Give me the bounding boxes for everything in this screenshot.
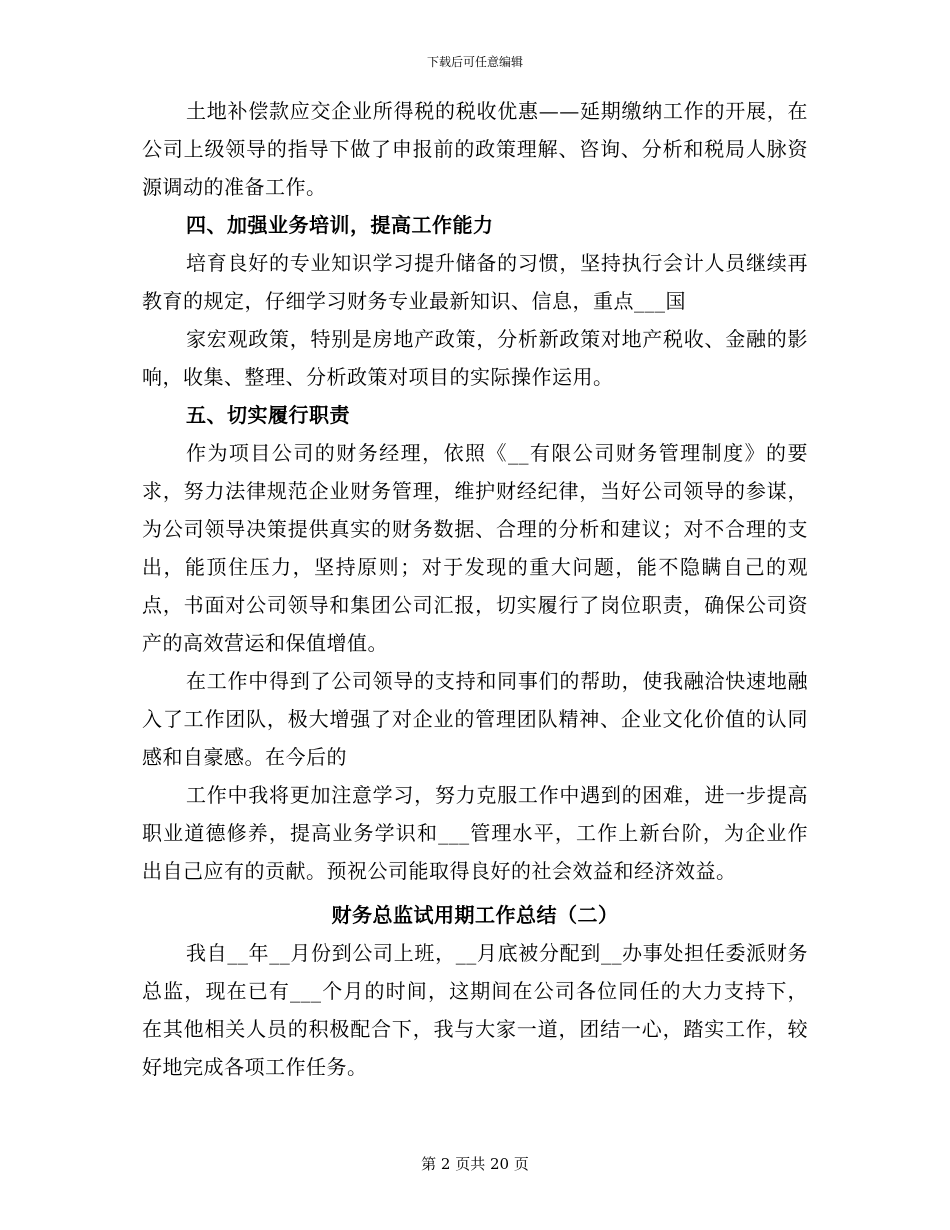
document-body <box>142 99 808 1086</box>
paragraph: 作为项目公司的财务经理，依照《__有限公司财务管理制度》的要求，努力法律规范企业财务管理，维护财经纪律，当好公司领导的参谋，为公司领导决策提供真实的财务数据、合理的分析和建议；对不合理的支出，能顶住压力，坚持原则；对于发现的重大问题，能不隐瞒自己的观点，书面对公司领导和集团公司汇报，切实履行了岗位职责，确保公司资产的高效营运和保值增值。 <box>142 441 808 655</box>
paragraph: 家宏观政策，特别是房地产政策，分析新政策对地产税收、金融的影响，收集、整理、分析政策对项目的实际操作运用。 <box>142 327 808 389</box>
paragraph: 土地补偿款应交企业所得税的税收优惠——延期缴纳工作的开展，在公司上级领导的指导下做了申报前的政策理解、咨询、分析和税局人脉资源调动的准备工作。 <box>142 99 808 199</box>
paragraph: 我自__年__月份到公司上班，__月底被分配到__办事处担任委派财务总监，现在已有___个月的时间，这期间在公司各位同任的大力支持下，在其他相关人员的积极配合下，我与大家一道，团结一心，踏实工作，较好地完成各项工作任务。 <box>142 941 808 1079</box>
section-title: 财务总监试用期工作总结（二） <box>331 903 619 927</box>
paragraph: 在工作中得到了公司领导的支持和同事们的帮助，使我融洽快速地融入了工作团队，极大增强了对企业的管理团队精神、企业文化价值的认同感和自豪感。在今后的 <box>142 669 808 769</box>
section-heading: 五、切实履行职责 <box>186 403 350 427</box>
paragraph: 培育良好的专业知识学习提升储备的习惯，坚持执行会计人员继续再教育的规定，仔细学习财务专业最新知识、信息，重点___国 <box>142 251 808 313</box>
paragraph: 工作中我将更加注意学习，努力克服工作中遇到的困难，进一步提高职业道德修养，提高业务学识和___管理水平，工作上新台阶，为企业作出自己应有的贡献。预祝公司能取得良好的社会效益和经济效益。 <box>142 783 808 883</box>
section-heading: 四、加强业务培训，提高工作能力 <box>186 213 494 237</box>
page-footer: 第 2 页共 20 页 <box>421 1155 529 1173</box>
page-header: 下载后可任意编辑 <box>426 55 523 69</box>
